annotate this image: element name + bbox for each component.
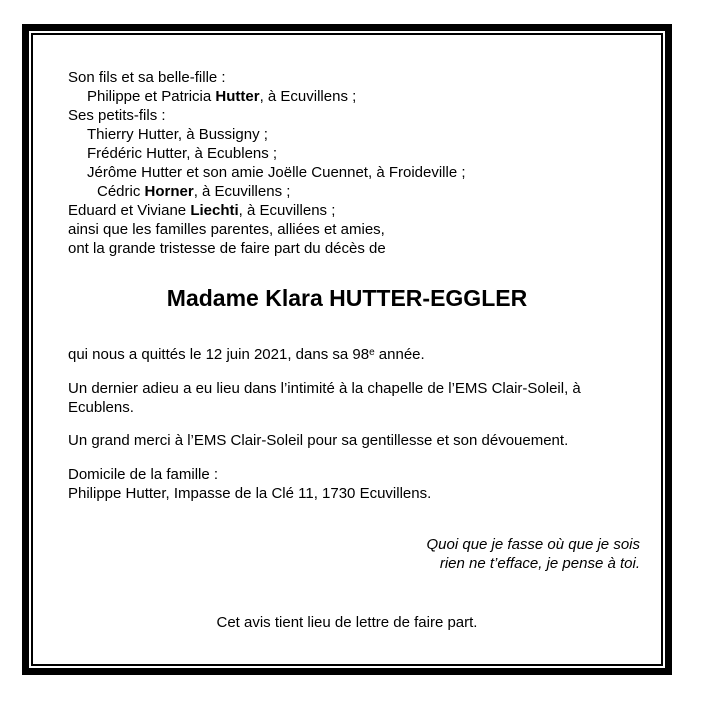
family-text: , à Ecuvillens ; bbox=[238, 202, 336, 219]
family-line-grandson bbox=[68, 182, 661, 201]
quote-line: Quoi que je fasse où que je sois bbox=[426, 536, 640, 553]
family-text: Jérôme Hutter et son amie Joëlle Cuennet, à Froideville ; bbox=[87, 164, 466, 181]
death-date-text: qui nous a quittés le 12 juin 2021, dans sa 98 bbox=[68, 346, 370, 363]
thanks-line: Un grand merci à l’EMS Clair-Soleil pour sa gentillesse et son dévouement. bbox=[68, 432, 569, 449]
death-date-line bbox=[33, 345, 661, 364]
family-line-grandson bbox=[68, 125, 661, 144]
family-text: , à Ecuvillens ; bbox=[193, 183, 291, 200]
notice-content bbox=[33, 35, 661, 664]
residence-label: Domicile de la famille : bbox=[68, 466, 219, 483]
family-text: Ses petits-fils : bbox=[68, 107, 166, 124]
inner-border-frame bbox=[31, 33, 663, 666]
family-line-relatives bbox=[68, 201, 661, 220]
farewell-line: Ecublens. bbox=[68, 399, 134, 416]
family-line-relation bbox=[68, 68, 661, 87]
family-line-grandson bbox=[68, 163, 661, 182]
death-date-text: année. bbox=[374, 346, 425, 363]
family-line-son bbox=[68, 87, 661, 106]
family-line-relatives bbox=[68, 220, 661, 239]
ordinal-superscript: e bbox=[369, 347, 375, 358]
family-surname: Horner bbox=[144, 183, 194, 200]
family-surname: Hutter bbox=[215, 88, 260, 105]
residence-paragraph bbox=[33, 465, 661, 503]
family-text: ont la grande tristesse de faire part du décès de bbox=[68, 240, 386, 257]
family-text: Eduard et Viviane bbox=[68, 202, 191, 219]
family-text: Philippe et Patricia bbox=[87, 88, 216, 105]
family-text: Son fils et sa belle-fille : bbox=[68, 69, 226, 86]
quote-line: rien ne t’efface, je pense à toi. bbox=[439, 555, 640, 572]
family-text: Thierry Hutter, à Bussigny ; bbox=[87, 126, 268, 143]
family-list bbox=[33, 68, 661, 258]
memorial-quote bbox=[33, 535, 661, 573]
family-surname: Liechti bbox=[190, 202, 239, 219]
family-text: ainsi que les familles parentes, alliées et amies, bbox=[68, 221, 385, 238]
family-text: , à Ecuvillens ; bbox=[259, 88, 357, 105]
closing-statement bbox=[33, 613, 661, 632]
thanks-paragraph bbox=[33, 431, 661, 450]
farewell-line: Un dernier adieu a eu lieu dans l’intimité à la chapelle de l’EMS Clair-Soleil, à bbox=[68, 380, 581, 397]
family-text: Cédric bbox=[97, 183, 145, 200]
family-text: Frédéric Hutter, à Ecublens ; bbox=[87, 145, 278, 162]
announcement-line bbox=[68, 239, 661, 258]
family-line-relation bbox=[68, 106, 661, 125]
family-line-grandson bbox=[68, 144, 661, 163]
closing-text: Cet avis tient lieu de lettre de faire part. bbox=[216, 614, 478, 631]
outer-border-frame bbox=[22, 24, 672, 675]
deceased-name: Madame Klara HUTTER-EGGLER bbox=[166, 285, 528, 311]
farewell-paragraph bbox=[33, 379, 661, 417]
deceased-name-block bbox=[33, 284, 661, 312]
residence-address: Philippe Hutter, Impasse de la Clé 11, 1730 Ecuvillens. bbox=[68, 485, 432, 502]
